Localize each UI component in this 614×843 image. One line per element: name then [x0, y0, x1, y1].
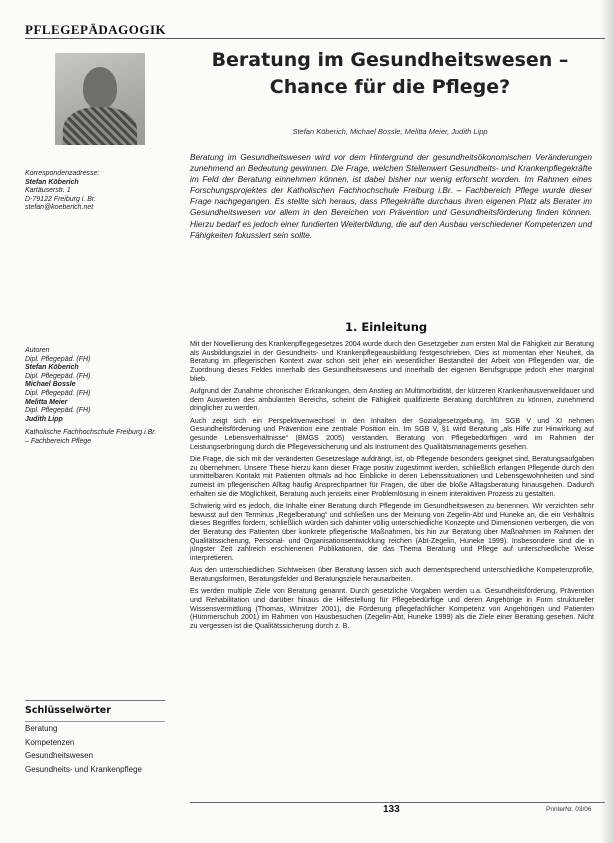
keyword-divider [25, 721, 165, 722]
author-photo [55, 53, 145, 145]
footer-rule [190, 802, 605, 803]
contact-label: Korrespondenzadresse: [25, 170, 100, 177]
author-name: Stefan Köberich [25, 364, 79, 372]
contact-name: Stefan Köberich [25, 178, 79, 186]
photo-head-shape [83, 67, 117, 109]
authors-label: Autoren [25, 347, 50, 354]
author-degree: Dipl. Pflegepäd. (FH) [25, 389, 91, 397]
section-header: PFLEGEPÄDAGOGIK [25, 22, 167, 37]
keyword-item: Beratung [25, 724, 58, 733]
author-institution: Katholische Fachhochschule Freiburg i.Br. – Fachbereich Pflege [25, 429, 157, 445]
header-rule [25, 38, 605, 39]
author-sidebar [25, 347, 160, 447]
journal-reference: PrinterNr. 03/06 [546, 806, 592, 813]
body-paragraph: Es werden multiple Ziele von Beratung genannt. Durch gesetzliche Vorgaben werden u.a. Gesundheitsförderung, Prävention und Rehabilitation und darüber hinaus die Hilfestellung für Pflegebedürftige und deren Angehörige in Form struktureller Wissensvermittlung (Thomas, Wirnitzer 2001), die Förderung pflegefachlicher Kompetenz von Angehörigen und Patienten (Hümmerschuh 2001) im Rahmen von Hausbesuchen (Zegelin-Abt, Huneke 1999) als die Ziele einer Beratung gesehen. Nicht zu vergessen ist die Qualitätssicherung durch z. B. [190, 587, 594, 631]
body-paragraph: Die Frage, die sich mit der veränderten Gesetzeslage aufdrängt, ist, ob Pflegende besonders geeignet sind, Beratungsaufgaben zu übernehmen. Unsere These hierzu kann dieser Frage positiv zugestimmt werden, schließlich erlangen Pflegende durch den unmittelbaren Kontakt mit Patienten oftmals ad hoc Einblicke in deren Lebenssituationen und Lebensgewohnheiten und sind zumeist im pflegerischen Alltag häufig Ansprechpartner für Fragen, die über die bloße Alltagsberatung hinausgehen. Dadurch erhalten sie die Möglichkeit, Beratung auch jenseits einer Problemlösung in einem interaktiven Prozess zu gestalten. [190, 454, 594, 498]
author-name: Melitta Meier [25, 398, 68, 406]
author-degree: Dipl. Pflegepäd. (FH) [25, 372, 91, 380]
contact-address [25, 170, 165, 213]
photo-shirt-shape [63, 107, 137, 145]
body-paragraph: Auch zeigt sich ein Perspektivenwechsel in den Inhalten der Sozialgesetzgebung. Im SGB V und XI nehmen Gesundheitsförderung und Prävention eine zentrale Position ein. Im SGB V, §1 wird Beratung „als Hilfe zur Hinwirkung auf gesunde Lebensverhältnisse“ (BMGS 2005) verstanden. Beratung von Pflegebedürftigen wird im Rahmen der Leistungserbringung durch die Pflegeversicherung und als Instrument des Qualitätsmanagements gesehen. [190, 416, 594, 451]
scan-edge-shadow [600, 0, 614, 843]
body-paragraph: Aufgrund der Zunahme chronischer Erkrankungen, dem Anstieg an Multimorbidität, der kürzeren Krankenhausverweildauer und dem Ausweiten des ambulanten Bereichs, scheint die Fähigkeit qualifizierte Beratung durchführen zu können, zunehmend dringlicher zu werden. [190, 387, 594, 413]
body-paragraph: Aus den unterschiedlichen Sichtweisen über Beratung lassen sich auch dementsprechend unterschiedliche Kompetenzprofile, Beratungsformen, Beratungsfelder und Beratungsziele herausarbeiten. [190, 566, 594, 584]
contact-street: Kartäuserstr. 1 [25, 187, 71, 195]
author-name: Michael Bossle [25, 381, 76, 389]
author-degree: Dipl. Pflegepäd. (FH) [25, 407, 91, 415]
keywords-top-rule [25, 700, 165, 701]
section-body [190, 340, 594, 634]
body-paragraph: Mit der Novellierung des Krankenpflegegesetzes 2004 wurde durch den Gesetzgeber zum ersten Mal die Fähigkeit zur Beratung als Ausbildungsziel in der Gesundheits- und Krankenpflegeausbildung festgeschrieben. Dies ist momentan eher Neuheit, da Beratung im pflegerischen Kontext zwar schon seit jeher ein wesentlicher Bestandteil der Arbeit von Pflegenden war, die Zuordnung dieses Feldes innerhalb des Gesundheitswesens und innerhalb der eigenen Berufsgruppe jedoch eher marginal blieb. [190, 340, 594, 383]
author-degree: Dipl. Pflegepäd. (FH) [25, 355, 91, 363]
section-heading: 1. Einleitung [345, 320, 428, 334]
contact-city: D-79122 Freiburg i. Br. [25, 195, 96, 203]
keyword-item: Gesundheitswesen [25, 751, 94, 761]
article-abstract: Beratung im Gesundheitswesen wird vor dem Hintergrund der gesundheitsökonomischen Veränderungen zunehmend an Bedeutung gewinnen. Die Frage, welchen Stellenwert Gesundheits- und Krankenpflegekräfte im Feld der Beratung einnehmen können, ist dabei bisher nur wenig erforscht worden. Im Rahmen eines Forschungsprojektes der Katholischen Fachhochschule Freiburg i.Br. – Fachbereich Pflege wurde dieser Frage nachgegangen. Es stellte sich heraus, dass Pflegekräfte durchaus ihren eigenen Platz als Berater im Gesundheitswesen vor allem in den Bereichen von Prävention und Gesundheitsförderung finden können. Hierzu bedarf es jedoch einer fundierten Weiterbildung, die auf den Ausbau verschiedener Kompetenzen und Fähigkeiten fokussiert sein sollte. [190, 152, 592, 240]
keyword-item: Gesundheits- und Krankenpflege [25, 764, 142, 774]
article-title: Beratung im Gesundheitswesen – Chance für die Pflege? [211, 49, 569, 98]
contact-email[interactable]: stefan@koeberich.net [25, 204, 94, 212]
keywords-title: Schlüsselwörter [25, 705, 111, 716]
author-name: Judith Lipp [25, 415, 63, 423]
article-authors: Stefan Köberich, Michael Bossle, Melitta Meier, Judith Lipp [292, 127, 488, 136]
body-paragraph: Schwierig wird es jedoch, die Inhalte einer Beratung durch Pflegende im Gesundheitswesen zu benennen. Wir verzichten sehr bewusst auf den Terminus „Regelberatung“ und schließen uns der Meinung von Zegelin-Abt und Huneke an, die ein Verhältnis dieses Begriffes fordern, schließlich würden sich dahinter völlig unterschiedliche Konzepte und Dimensionen verbergen, die von der Beratung des Patienten über konkrete pflegerische Maßnahmen, bis hin zur Beratung über Maßnahmen im Rahmen der Qualitätssicherung, Personal- und Organisationsentwicklung reichen (Abt-Zegelin, Huneke 1999). Insbesondere sind die in jüngster Zeit zahlreich erschienenen Publikationen, die das Thema Beratung und Pflege auf unterschiedliche Weise interpretieren. [190, 501, 594, 563]
keyword-item: Kompetenzen [25, 737, 75, 747]
page-number: 133 [383, 804, 400, 815]
keywords-box [25, 700, 165, 779]
